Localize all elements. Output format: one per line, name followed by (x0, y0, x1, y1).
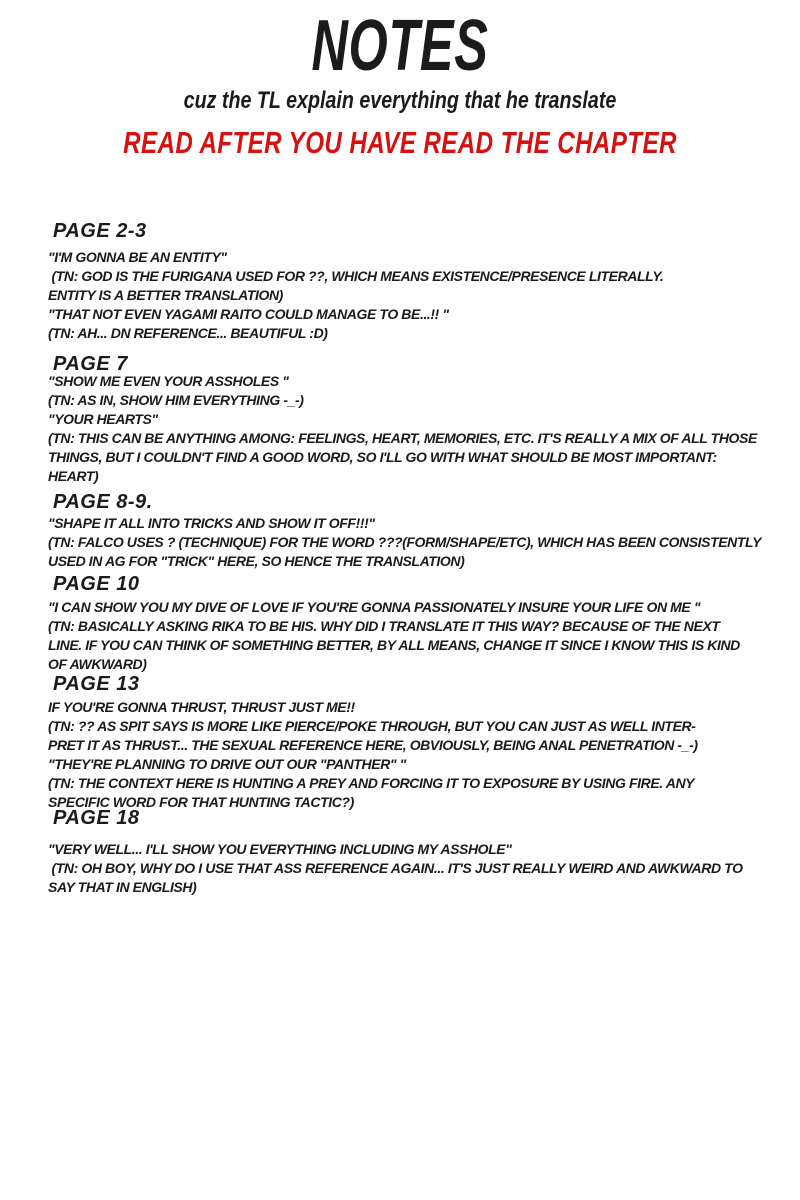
section-heading: PAGE 13 (53, 673, 140, 695)
section-heading: PAGE 7 (53, 353, 128, 375)
note-line: (TN: AS IN, SHOW HIM EVERYTHING -_-) (48, 392, 304, 408)
read-after-warning: READ AFTER YOU HAVE READ THE CHAPTER (123, 125, 677, 160)
section-heading: PAGE 2-3 (53, 220, 147, 242)
note-line: "I'M GONNA BE AN ENTITY" (48, 249, 227, 265)
section-body (48, 598, 796, 674)
section-page-2-3 (48, 219, 796, 343)
note-line: (TN: AH... DN REFERENCE... BEAUTIFUL :D) (48, 325, 328, 341)
note-line: IF YOU'RE GONNA THRUST, THRUST JUST ME!! (48, 699, 355, 715)
section-body (48, 248, 796, 343)
note-line: (TN: THIS CAN BE ANYTHING AMONG: FEELINGS, HEART, MEMORIES, ETC. IT'S REALLY A MIX OF ALL THOSE (48, 430, 757, 446)
section-body (48, 514, 796, 571)
note-line: "I CAN SHOW YOU MY DIVE OF LOVE IF YOU'RE GONNA PASSIONATELY INSURE YOUR LIFE ON ME " (48, 599, 701, 615)
note-line: THINGS, BUT I COULDN'T FIND A GOOD WORD, SO I'LL GO WITH WHAT SHOULD BE MOST IMPORTANT: (48, 449, 717, 465)
section-page-13 (48, 672, 796, 812)
section-heading: PAGE 8-9. (53, 491, 153, 513)
note-line: "THEY'RE PLANNING TO DRIVE OUT OUR "PANTHER" " (48, 756, 406, 772)
page-subtitle: cuz the TL explain everything that he translate (183, 87, 617, 114)
note-line: (TN: BASICALLY ASKING RIKA TO BE HIS. WHY DID I TRANSLATE IT THIS WAY? BECAUSE OF THE NEXT (48, 618, 720, 634)
section-body (48, 698, 796, 812)
page-title: NOTES (311, 6, 489, 86)
section-heading: PAGE 18 (53, 807, 140, 829)
note-line: "SHOW ME EVEN YOUR ASSHOLES " (48, 373, 289, 389)
section-body (48, 840, 796, 897)
section-body (48, 372, 796, 486)
note-line: HEART) (48, 468, 99, 484)
section-page-8-9 (48, 490, 796, 571)
note-line: (TN: OH BOY, WHY DO I USE THAT ASS REFERENCE AGAIN... IT'S JUST REALLY WEIRD AND AWKWARD TO (48, 860, 743, 876)
section-heading: PAGE 10 (53, 573, 140, 595)
note-line: ENTITY IS A BETTER TRANSLATION) (48, 287, 283, 303)
note-line: "VERY WELL... I'LL SHOW YOU EVERYTHING INCLUDING MY ASSHOLE" (48, 841, 512, 857)
note-line: LINE. IF YOU CAN THINK OF SOMETHING BETTER, BY ALL MEANS, CHANGE IT SINCE I KNOW THIS IS KIND (48, 637, 740, 653)
note-line: (TN: GOD IS THE FURIGANA USED FOR ??, WHICH MEANS EXISTENCE/PRESENCE LITERALLY. (48, 268, 664, 284)
note-line: (TN: THE CONTEXT HERE IS HUNTING A PREY AND FORCING IT TO EXPOSURE BY USING FIRE. ANY (48, 775, 695, 791)
section-page-10 (48, 572, 796, 674)
section-page-7 (48, 352, 796, 486)
page-header (0, 8, 800, 161)
note-line: PRET IT AS THRUST... THE SEXUAL REFERENCE HERE, OBVIOUSLY, BEING ANAL PENETRATION -_-) (48, 737, 698, 753)
note-line: (TN: ?? AS SPIT SAYS IS MORE LIKE PIERCE/POKE THROUGH, BUT YOU CAN JUST AS WELL INTER- (48, 718, 696, 734)
note-line: SAY THAT IN ENGLISH) (48, 879, 197, 895)
note-line: "YOUR HEARTS" (48, 411, 158, 427)
note-line: SPECIFIC WORD FOR THAT HUNTING TACTIC?) (48, 794, 354, 810)
note-line: OF AWKWARD) (48, 656, 147, 672)
note-line: USED IN AG FOR "TRICK" HERE, SO HENCE THE TRANSLATION) (48, 553, 465, 569)
note-line: (TN: FALCO USES ? (TECHNIQUE) FOR THE WORD ???(FORM/SHAPE/ETC), WHICH HAS BEEN CONSISTENTLY (48, 534, 762, 550)
section-page-18 (48, 806, 796, 897)
note-line: "SHAPE IT ALL INTO TRICKS AND SHOW IT OFF!!!" (48, 515, 375, 531)
note-line: "THAT NOT EVEN YAGAMI RAITO COULD MANAGE TO BE...!! " (48, 306, 449, 322)
